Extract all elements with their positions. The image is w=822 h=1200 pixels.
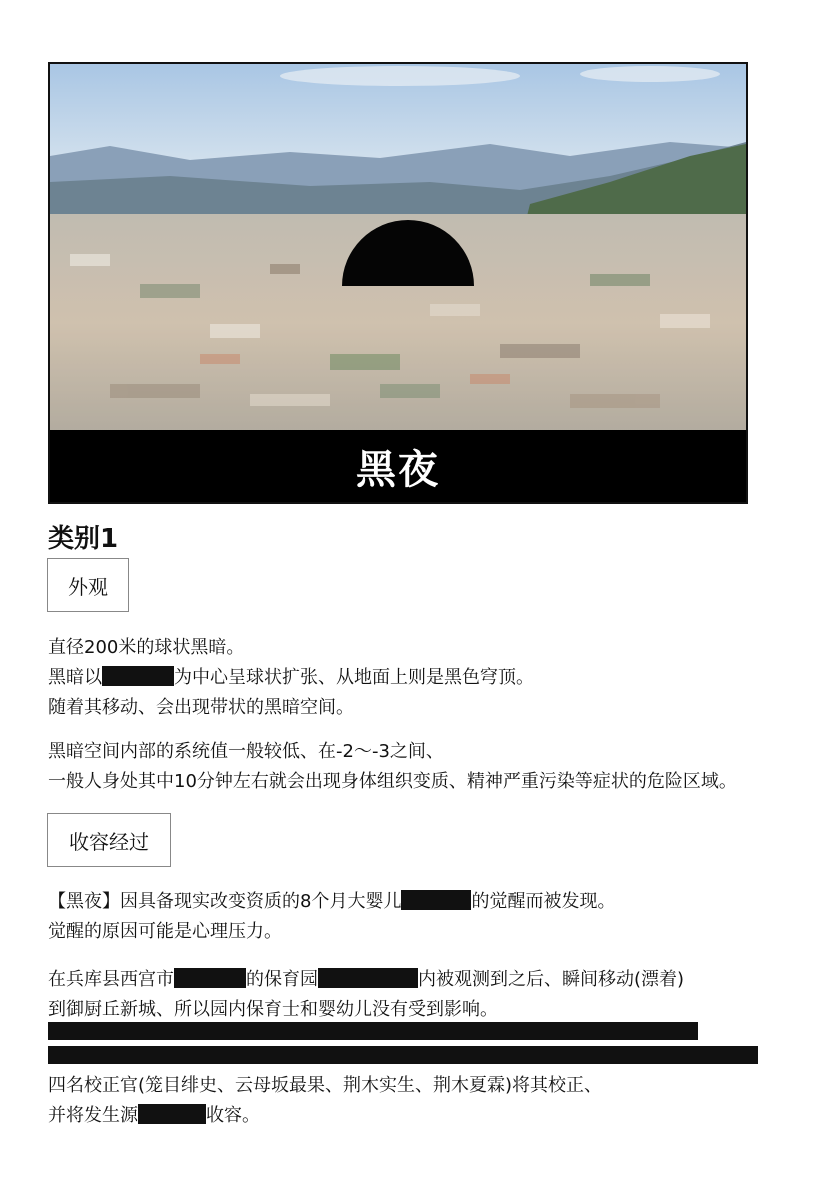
text-line: 一般人身处其中10分钟左右就会出现身体组织变质、精神严重污染等症状的危险区域。 xyxy=(48,771,737,792)
hero-title: 黑夜 xyxy=(50,430,746,502)
containment-paragraph-1 xyxy=(48,887,615,947)
text-line: 并将发生源 收容。 xyxy=(48,1105,260,1126)
text-line: 【黑夜】因具备现实改变资质的8个月大婴儿 的觉醒而被发现。 xyxy=(48,891,616,912)
redaction-bar xyxy=(401,890,471,910)
redaction-bar-full xyxy=(48,1046,758,1064)
redaction-bar xyxy=(102,666,174,686)
text-line: 黑暗空间内部的系统值一般较低、在-2〜-3之间、 xyxy=(48,741,444,762)
containment-paragraph-2 xyxy=(48,965,684,1025)
redaction-bar xyxy=(318,968,418,988)
text-line: 觉醒的原因可能是心理压力。 xyxy=(48,921,282,942)
appearance-paragraph-1 xyxy=(48,633,534,723)
redaction-bar xyxy=(138,1104,206,1124)
section-label-containment: 收容经过 xyxy=(47,813,171,867)
city-photo xyxy=(50,64,746,432)
appearance-paragraph-2 xyxy=(48,737,737,797)
category-heading: 类别1 xyxy=(48,524,119,554)
redaction-bar-full xyxy=(48,1022,698,1040)
section-label-appearance: 外观 xyxy=(47,558,129,612)
text-line: 随着其移动、会出现带状的黑暗空间。 xyxy=(48,697,354,718)
containment-paragraph-3 xyxy=(48,1071,602,1131)
text-line: 到御厨丘新城、所以园内保育士和婴幼儿没有受到影响。 xyxy=(48,999,498,1020)
text-line: 在兵库县西宫市 的保育园 内被观测到之后、瞬间移动(漂着) xyxy=(48,969,685,990)
text-line: 黑暗以 为中心呈球状扩张、从地面上则是黑色穹顶。 xyxy=(48,667,534,688)
text-line: 直径200米的球状黑暗。 xyxy=(48,637,245,658)
redaction-bar xyxy=(174,968,246,988)
hero-image xyxy=(48,62,748,504)
text-line: 四名校正官(笼目绯史、云母坂最果、荆木实生、荆木夏霖)将其校正、 xyxy=(48,1075,603,1096)
